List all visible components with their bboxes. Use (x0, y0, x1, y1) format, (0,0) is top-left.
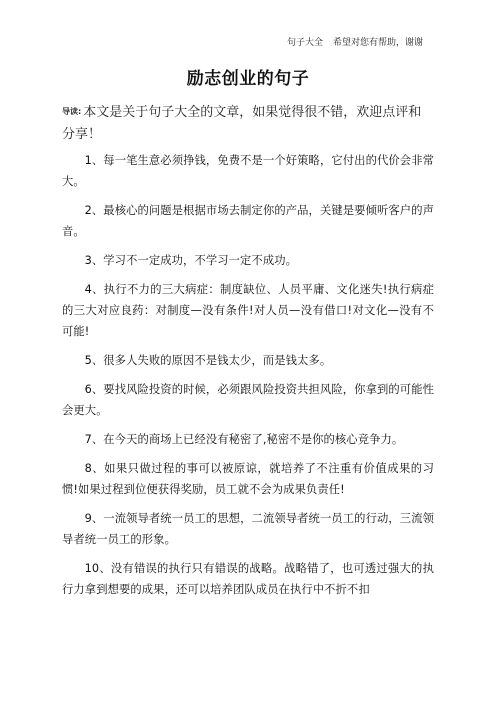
intro-text: 本文是关于句子大全的文章，如果觉得很不错，欢迎点评和分享！ (62, 105, 422, 142)
sentence-paragraph-9: 9、一流领导者统一员工的思想，二流领导者统一员工的行动，三流领导者统一员工的形象。 (62, 512, 434, 546)
sentence-paragraph-4: 4、执行不力的三大病症：制度缺位、人员平庸、文化迷失!执行病症的三大对应良药：对制度—没有条件!对人员—没有借口!对文化—没有不可能! (62, 283, 434, 338)
sentence-paragraph-2: 2、最核心的问题是根据市场去制定你的产品，关键是要倾听客户的声音。 (62, 204, 434, 238)
page-header (287, 37, 423, 49)
sentence-paragraph-7: 7、在今天的商场上已经没有秘密了,秘密不是你的核心竞争力。 (84, 433, 404, 446)
sentence-paragraph-10: 10、没有错误的执行只有错误的战略。战略错了，也可透过强大的执行力拿到想要的成果，还可以培养团队成员在执行中不折不扣 (62, 562, 434, 596)
header-site-name: 句子大全 (286, 38, 323, 48)
article-body (62, 101, 434, 608)
header-thanks-text: 希望对您有帮助，谢谢 (332, 38, 423, 48)
sentence-paragraph-1: 1、每一笔生意必须挣钱，免费不是一个好策略，它付出的代价会非常大。 (62, 154, 434, 188)
sentence-paragraph-6: 6、要找风险投资的时候，必须跟风险投资共担风险，你拿到的可能性会更大。 (62, 383, 434, 417)
sentence-paragraph-8: 8、如果只做过程的事可以被原谅，就培养了不注重有价值成果的习惯!如果过程到位便获得奖励，员工就不会为成果负责任! (62, 462, 434, 496)
sentence-paragraph-5: 5、很多人失败的原因不是钱太少，而是钱太多。 (84, 354, 332, 367)
page-title: 励志创业的句子 (186, 69, 310, 89)
intro-paragraph (62, 101, 434, 146)
sentence-paragraph-3: 3、学习不一定成功，不学习一定不成功。 (84, 254, 298, 267)
intro-label: 导读: (62, 107, 82, 116)
